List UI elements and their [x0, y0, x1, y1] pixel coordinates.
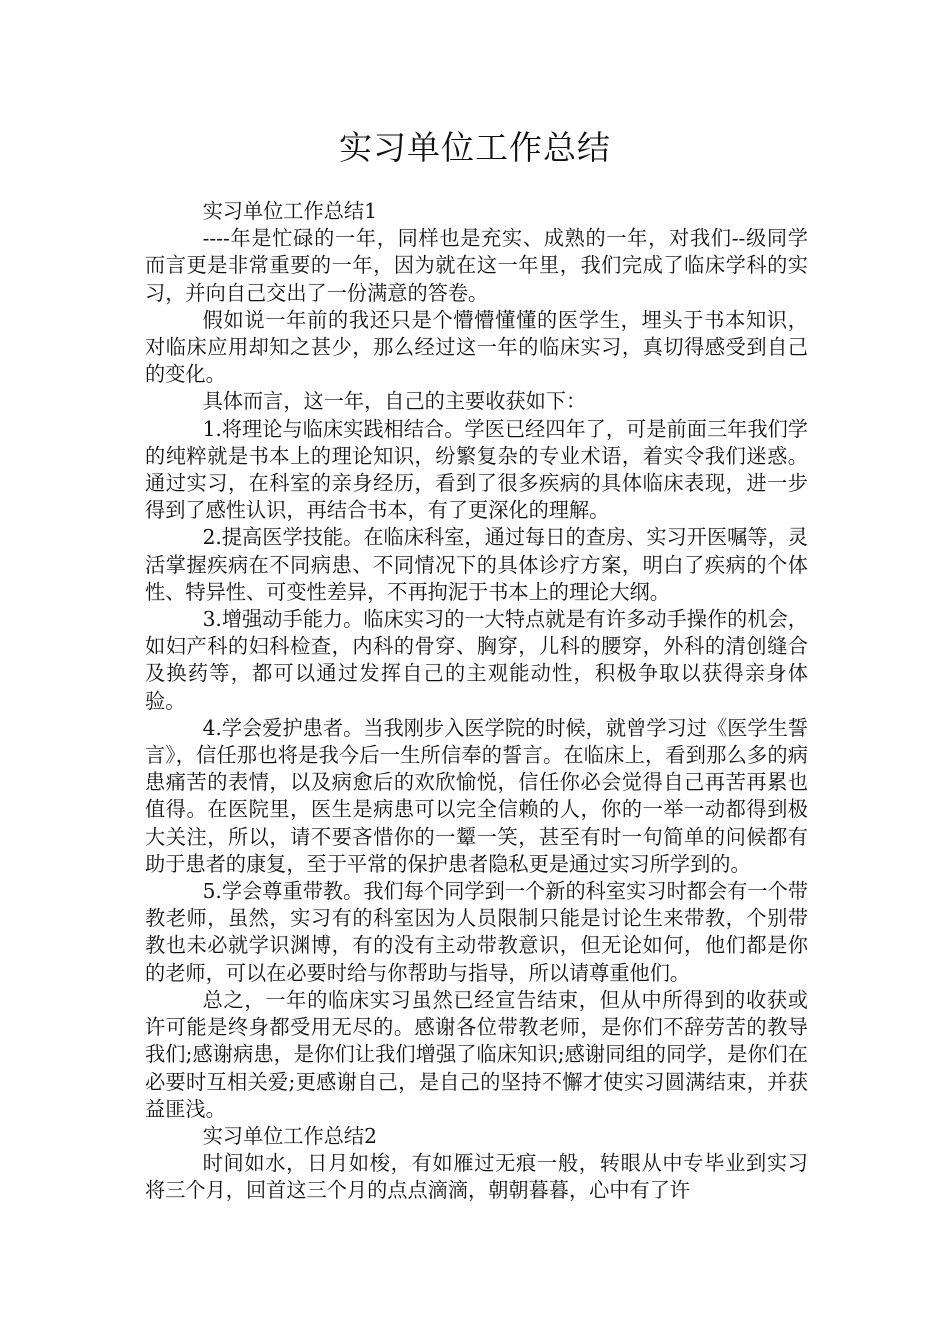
- section-heading-1: 实习单位工作总结1: [202, 199, 377, 223]
- paragraph: 具体而言，这一年，自己的主要收获如下：: [202, 389, 587, 414]
- paragraph: 2.提高医学技能。在临床科室，通过每日的查房、实习开医嘱等，灵活掌握疾病在不同病患、不同情况下的具体诊疗方案，明白了疾病的个体性、特异性、可变性差异，不再拘泥于书本上的理论大纲。: [145, 525, 808, 604]
- paragraph: 假如说一年前的我还只是个懵懵懂懂的医学生，埋头于书本知识，对临床应用却知之甚少，那么经过这一年的临床实习，真切得感受到自己的变化。: [145, 307, 808, 387]
- document-body: [145, 198, 808, 1205]
- paragraph: 时间如水，日月如梭，有如雁过无痕一般，转眼从中专毕业到实习将三个月，回首这三个月的点点滴滴，朝朝暮暮，心中有了许: [145, 1151, 808, 1203]
- paragraph: 3.增强动手能力。临床实习的一大特点就是有许多动手操作的机会，如妇产科的妇科检查，内科的骨穿、胸穿，儿科的腰穿，外科的清创缝合及换药等，都可以通过发挥自己的主观能动性，积极争取以获得亲身体验。: [145, 607, 808, 713]
- paragraph: 4.学会爱护患者。当我刚步入医学院的时候，就曾学习过《医学生誓言》，信任那也将是我今后一生所信奉的誓言。在临床上，看到那么多的病患痛苦的表情，以及病愈后的欢欣愉悦，信任你必会觉得自己再苦再累也值得。在医院里，医生是病患可以完全信赖的人，你的一举一动都得到极大关注，所以，请不要吝惜你的一颦一笑，甚至有时一句简单的问候都有助于患者的康复，至于平常的保护患者隐私更是通过实习所学到的。: [145, 715, 808, 876]
- section-heading-2: 实习单位工作总结2: [202, 1123, 377, 1148]
- paragraph: 5.学会尊重带教。我们每个同学到一个新的科室实习时都会有一个带教老师，虽然，实习有的科室因为人员限制只能是讨论生来带教，个别带教也未必就学识渊博，有的没有主动带教意识，但无论如何，他们都是你的老师，可以在必要时给与你帮助与指导，所以请尊重他们。: [145, 879, 808, 985]
- paragraph: 总之，一年的临床实习虽然已经宣告结束，但从中所得到的收获或许可能是终身都受用无尽的。感谢各位带教老师，是你们不辞劳苦的教导我们;感谢病患，是你们让我们增强了临床知识;感谢同组的同学，是你们在必要时互相关爱;更感谢自己，是自己的坚持不懈才使实习圆满结束，并获益匪浅。: [145, 987, 808, 1121]
- paragraph: 1.将理论与临床实践相结合。学医已经四年了，可是前面三年我们学的纯粹就是书本上的理论知识，纷繁复杂的专业术语，着实令我们迷惑。通过实习，在科室的亲身经历，看到了很多疾病的具体临床表现，进一步得到了感性认识，再结合书本，有了更深化的理解。: [145, 416, 808, 523]
- paragraph: ----年是忙碌的一年，同样也是充实、成熟的一年，对我们--级同学而言更是非常重要的一年，因为就在这一年里，我们完成了临床学科的实习，并向自己交出了一份满意的答卷。: [145, 226, 808, 305]
- document-title: 实习单位工作总结: [339, 128, 611, 167]
